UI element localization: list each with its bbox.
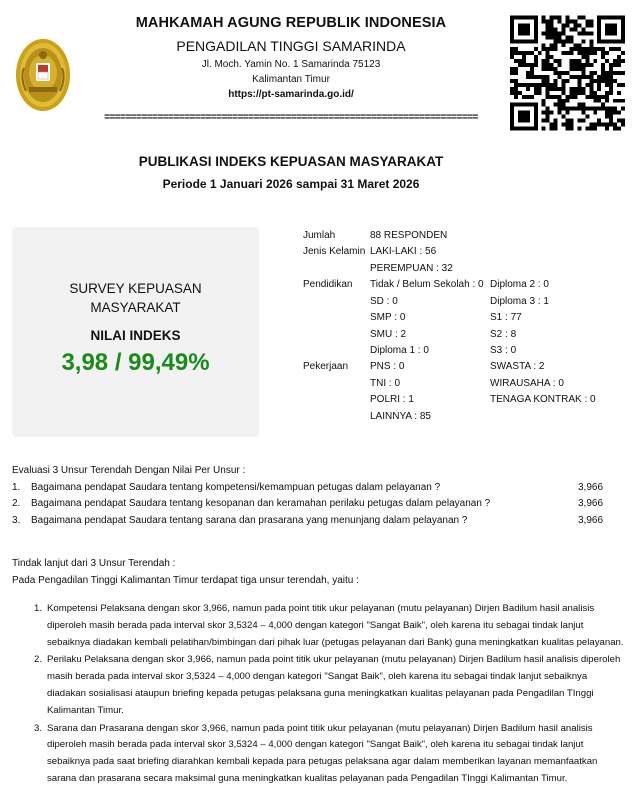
followup-text: Perilaku Pelaksana dengan skor 3,966, namun pada point titik ukur pelayanan (mutu pelayanan) Dirjen Badilum hasil analisis diperoleh masih berada pada interval skor 3,5324 – 4,000 dengan kategori "Sangat Baik", oleh karena itu sebagai tindak lanjut sebaiknya diadakan sosialisasi ataupun briefing kepada petugas pelaksana guna meningkatkan kualitas pelayanan pada Pengadilan TInggi Kalimantan Timur.: [47, 654, 621, 716]
index-label: NILAI INDEKS: [90, 328, 181, 343]
court-name: PENGADILAN TINGGI SAMARINDA: [176, 38, 406, 54]
job-label: Pekerjaan: [303, 361, 349, 372]
header-separator: ======================================================================: [104, 112, 478, 123]
evaluation-question: Bagaimana pendapat Saudara tentang sarana dan prasarana yang menunjang dalam pelayanan ?: [31, 515, 468, 526]
followup-num: 3.: [34, 722, 43, 734]
education-item: SMU : 2: [370, 329, 407, 340]
education-item: S2 : 8: [490, 329, 517, 340]
followup-list: [34, 601, 628, 788]
job-item: WIRAUSAHA : 0: [490, 378, 564, 389]
court-url[interactable]: https://pt-samarinda.go.id/: [228, 89, 354, 100]
evaluation-num: 1.: [12, 482, 21, 493]
followup-intro: Pada Pengadilan Tinggi Kalimantan Timur terdapat tiga unsur terendah, yaitu :: [12, 575, 359, 586]
job-item: SWASTA : 2: [490, 361, 545, 372]
followup-item: [34, 601, 628, 651]
followup-item: [34, 652, 628, 719]
education-item: Tidak / Belum Sekolah : 0: [370, 279, 484, 290]
evaluation-num: 2.: [12, 498, 21, 509]
job-item: POLRI : 1: [370, 394, 414, 405]
survey-title-line2: MASYARAKAT: [90, 300, 181, 315]
court-city: Kalimantan Timur: [252, 74, 330, 85]
survey-index-card: [12, 227, 259, 437]
evaluation-value: 3,966: [578, 515, 604, 526]
publication-period: Periode 1 Januari 2026 sampai 31 Maret 2026: [162, 177, 420, 191]
survey-title-line1: SURVEY KEPUASAN: [69, 281, 202, 296]
jumlah-label: Jumlah: [303, 230, 336, 241]
job-item: TENAGA KONTRAK : 0: [490, 394, 596, 405]
evaluation-title: Evaluasi 3 Unsur Terendah Dengan Nilai Per Unsur :: [12, 465, 246, 476]
jumlah-value: 88 RESPONDEN: [370, 230, 448, 241]
education-item: Diploma 2 : 0: [490, 279, 549, 290]
survey-title: [12, 279, 259, 317]
court-address: Jl. Moch. Yamin No. 1 Samarinda 75123: [201, 59, 381, 70]
job-item: PNS : 0: [370, 361, 405, 372]
index-value: 3,98 / 99,49%: [61, 349, 210, 376]
followup-num: 2.: [34, 654, 43, 666]
education-item: SD : 0: [370, 296, 398, 307]
followup-text: Kompetensi Pelaksana dengan skor 3,966, namun pada point titik ukur pelayanan (mutu pelayanan) Dirjen Badilum hasil analisis diperoleh masih berada pada interval skor 3,5324 – 4,000 dengan kategori "Sangat Baik", oleh karena itu sebagai tindak lanjut sebaiknya diadakan kembali pelatihan/bimbingan dari pihak luar (petugas pelayanan dari Bank) guna meningkatkan kualitas pelayanan.: [47, 603, 624, 648]
followup-text: Sarana dan Prasarana dengan skor 3,966, namun pada point titik ukur pelayanan (mutu pelayanan) Dirjen Badilum hasil analisis diperoleh masih berada pada interval skor 3,5324 – 4,000 dengan kategori "Sangat Baik", oleh karena itu sebagai tindak lanjut sebaiknya pada saat briefing diarahkan kembali kepada para petugas pelaksana agar dalam memberikan layanan memanfaatkan sarana dan prasarana secara maksimal guna meningkatkan kualitas pelayanan pada Pengadilan TInggi Kalimantan Timur.: [47, 722, 598, 784]
followup-num: 1.: [34, 603, 43, 614]
education-item: Diploma 3 : 1: [490, 296, 549, 307]
job-item: LAINNYA : 85: [370, 411, 431, 422]
org-name: MAHKAMAH AGUNG REPUBLIK INDONESIA: [135, 15, 447, 31]
evaluation-question: Bagaimana pendapat Saudara tentang kesopanan dan keramahan perilaku petugas dalam pelayanan ?: [31, 498, 491, 509]
evaluation-value: 3,966: [578, 498, 604, 509]
letterhead: [0, 0, 638, 130]
gender-female: PEREMPUAN : 32: [370, 263, 453, 274]
job-item: TNI : 0: [370, 378, 401, 389]
education-item: S1 : 77: [490, 312, 522, 323]
gender-label: Jenis Kelamin: [303, 246, 366, 257]
evaluation-value: 3,966: [578, 482, 604, 493]
gender-male: LAKI-LAKI : 56: [370, 246, 437, 257]
education-item: Diploma 1 : 0: [370, 345, 429, 356]
followup-item: [34, 721, 628, 788]
qr-code-icon: [510, 15, 625, 131]
evaluation-num: 3.: [12, 515, 21, 526]
education-item: S3 : 0: [490, 345, 517, 356]
evaluation-question: Bagaimana pendapat Saudara tentang kompetensi/kemampuan petugas dalam pelayanan ?: [31, 482, 441, 493]
followup-title: Tindak lanjut dari 3 Unsur Terendah :: [12, 558, 176, 569]
publication-title: PUBLIKASI INDEKS KEPUASAN MASYARAKAT: [138, 154, 444, 169]
education-item: SMP : 0: [370, 312, 406, 323]
education-label: Pendidikan: [303, 279, 353, 290]
